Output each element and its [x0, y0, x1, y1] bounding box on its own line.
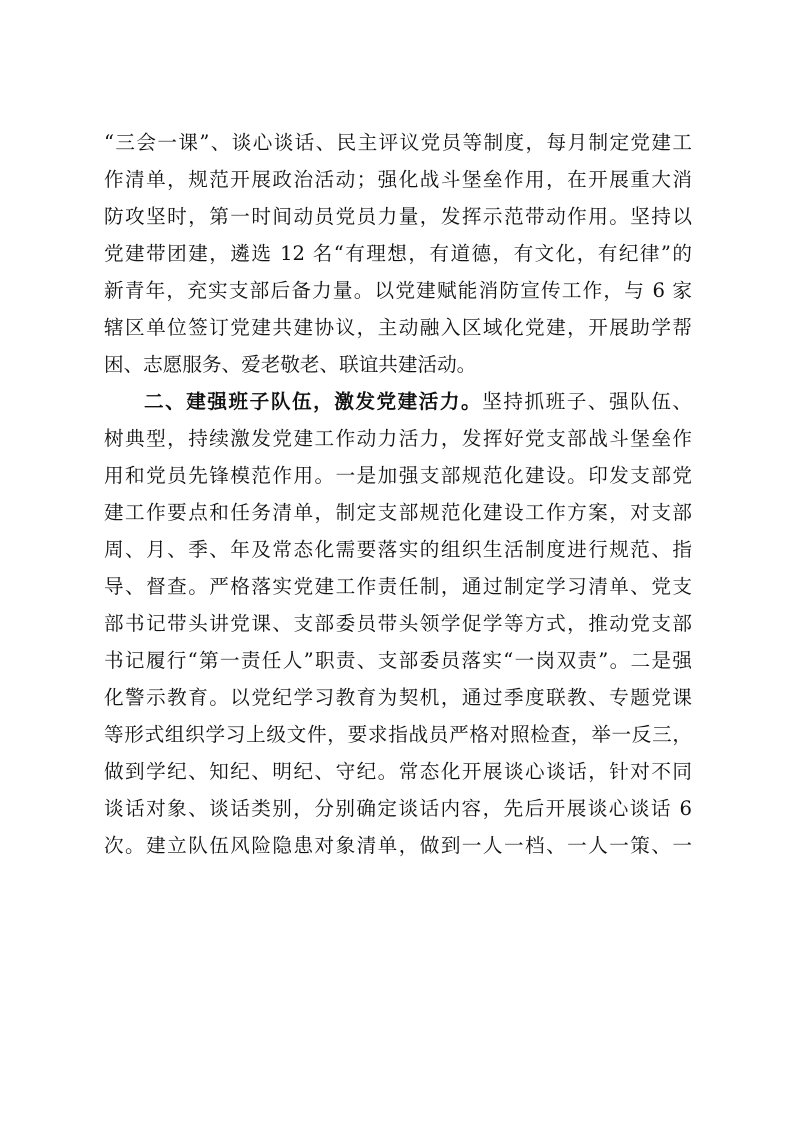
text-line: 次。建立队伍风险隐患对象清单，做到一人一档、一人一策、一: [104, 834, 692, 857]
text-line: 导、督查。严格落实党建工作责任制，通过制定学习清单、党支: [104, 575, 692, 598]
text-line-tail: 坚持抓班子、强队伍、: [482, 390, 692, 413]
section-heading: 二、建强班子队伍，激发党建活力。: [144, 390, 483, 413]
text-line: 谈话对象、谈话类别，分别确定谈话内容，先后开展谈心谈话 6: [104, 797, 692, 820]
text-line: 用和党员先锋模范作用。一是加强支部规范化建设。印发支部党: [104, 464, 692, 487]
text-line: 作清单，规范开展政治活动；强化战斗堡垒作用，在开展重大消: [104, 168, 692, 191]
text-line: 辖区单位签订党建共建协议，主动融入区域化党建，开展助学帮: [104, 316, 692, 339]
text-line: 周、月、季、年及常态化需要落实的组织生活制度进行规范、指: [104, 538, 692, 561]
text-line: 党建带团建，遴选 12 名“有理想，有道德，有文化，有纪律”的: [104, 242, 692, 265]
text-line: “三会一课”、谈心谈话、民主评议党员等制度，每月制定党建工: [104, 131, 692, 154]
text-line: 防攻坚时，第一时间动员党员力量，发挥示范带动作用。坚持以: [104, 205, 692, 228]
text-line: 等形式组织学习上级文件，要求指战员严格对照检查，举一反三，: [104, 723, 692, 746]
section-heading-line: [104, 383, 692, 420]
text-line: 新青年，充实支部后备力量。以党建赋能消防宣传工作，与 6 家: [104, 279, 692, 302]
text-line: 树典型，持续激发党建工作动力活力，发挥好党支部战斗堡垒作: [104, 427, 692, 450]
document-body: [104, 124, 692, 864]
text-line: 建工作要点和任务清单，制定支部规范化建设工作方案，对支部: [104, 501, 692, 524]
text-line: 做到学纪、知纪、明纪、守纪。常态化开展谈心谈话，针对不同: [104, 760, 692, 783]
text-line: 部书记带头讲党课、支部委员带头领学促学等方式，推动党支部: [104, 612, 692, 635]
text-line: 化警示教育。以党纪学习教育为契机，通过季度联教、专题党课: [104, 686, 692, 709]
text-line: 书记履行“第一责任人”职责、支部委员落实“一岗双责”。二是强: [104, 649, 692, 672]
text-line: 困、志愿服务、爱老敬老、联谊共建活动。: [104, 353, 477, 376]
